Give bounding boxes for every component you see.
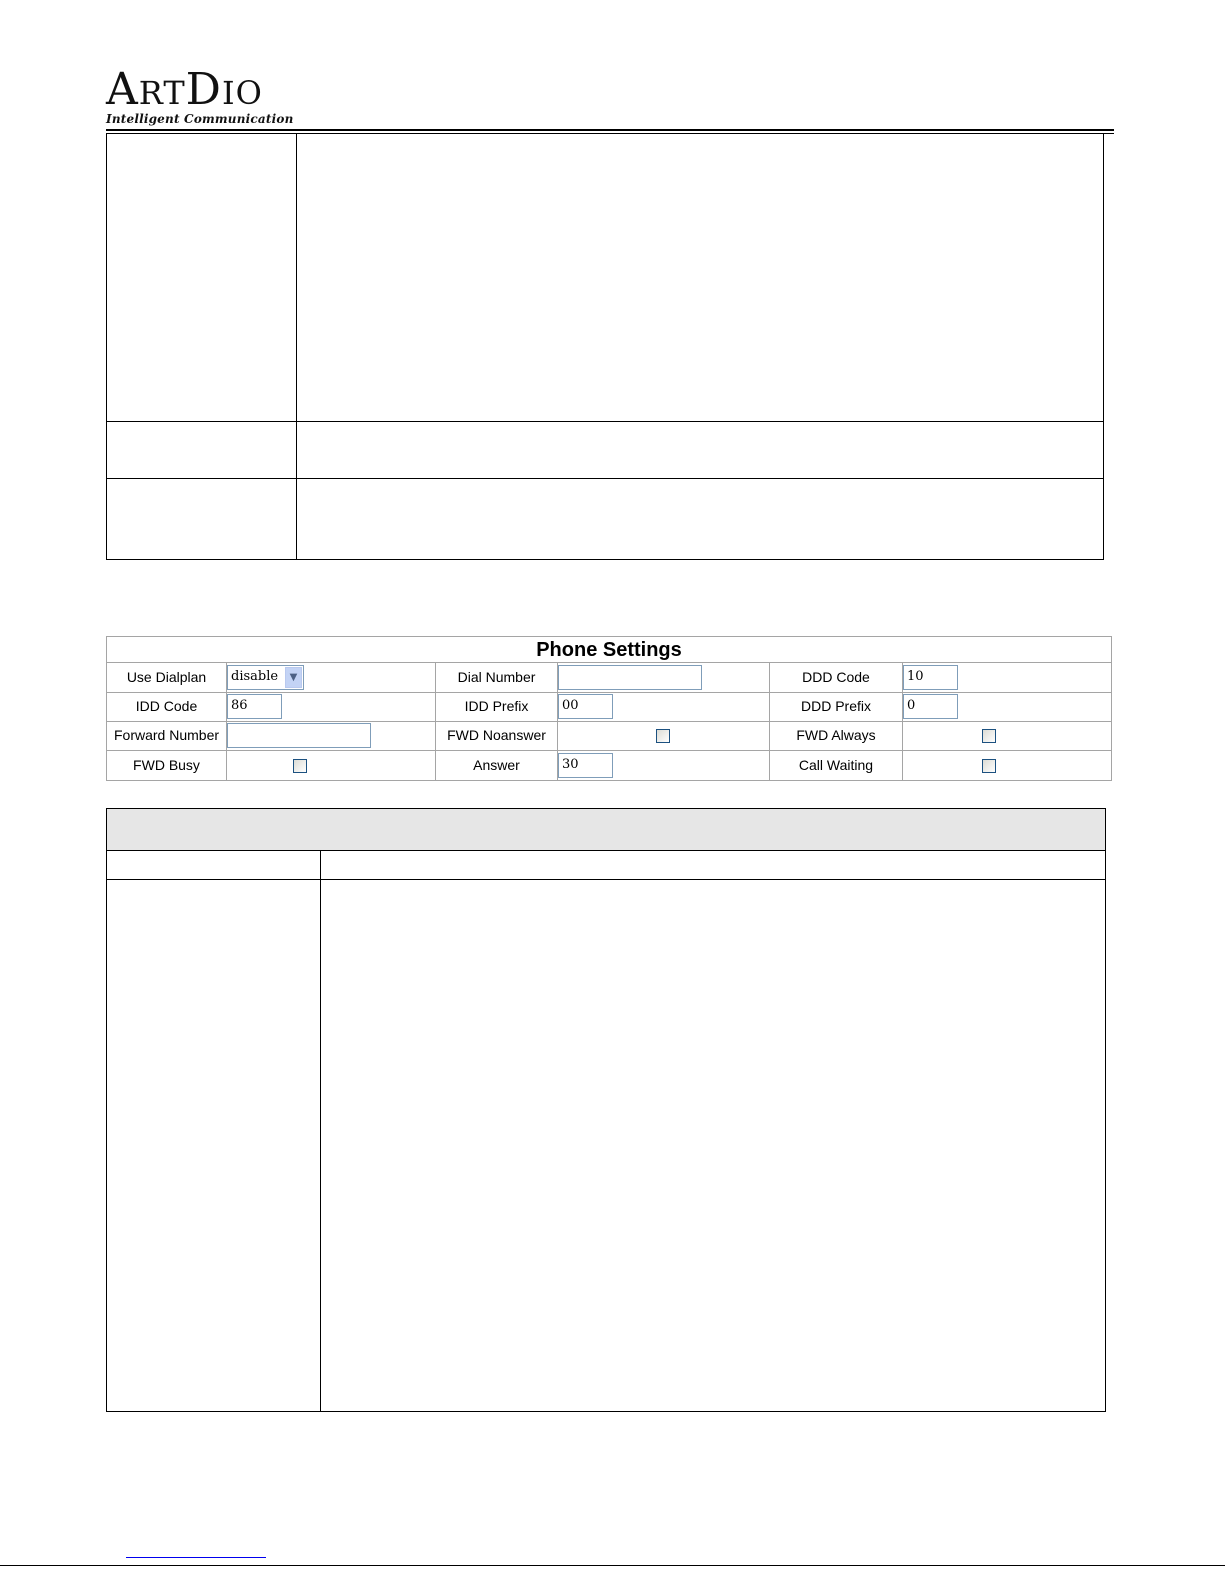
table-row — [107, 478, 1103, 560]
answer-input[interactable]: 30 — [558, 753, 613, 778]
dial-number-input[interactable] — [558, 665, 702, 690]
lower-description-table — [106, 808, 1106, 1412]
dial-number-label: Dial Number — [457, 669, 536, 685]
ddd-prefix-label: DDD Prefix — [800, 698, 871, 714]
table-column-divider — [320, 851, 321, 1411]
artdio-logo — [106, 64, 294, 128]
grid-line — [107, 692, 1111, 693]
grid-line — [107, 721, 1111, 722]
table-row — [107, 879, 1105, 880]
upper-description-table — [106, 133, 1104, 560]
header-rule — [106, 129, 1114, 131]
call-waiting-checkbox[interactable] — [982, 759, 996, 773]
fwd-busy-checkbox[interactable] — [293, 759, 307, 773]
fwd-always-checkbox[interactable] — [982, 729, 996, 743]
footer-link-underline[interactable] — [126, 1557, 266, 1558]
fwd-busy-label: FWD Busy — [133, 757, 200, 773]
use-dialplan-label: Use Dialplan — [126, 669, 207, 685]
call-waiting-label: Call Waiting — [798, 757, 874, 773]
ddd-code-label: DDD Code — [802, 669, 870, 685]
idd-code-label: IDD Code — [135, 698, 198, 714]
fwd-always-label: FWD Always — [796, 727, 876, 743]
forward-number-label: Forward Number — [113, 727, 220, 743]
chevron-down-icon[interactable]: ▼ — [285, 667, 302, 688]
table-header-band — [107, 809, 1105, 851]
panel-title: Phone Settings — [536, 639, 682, 661]
table-row — [107, 134, 1103, 421]
footer-rule — [0, 1565, 1225, 1566]
table-row — [107, 421, 1103, 478]
phone-settings-panel — [106, 636, 1112, 781]
fwd-noanswer-checkbox[interactable] — [656, 729, 670, 743]
forward-number-input[interactable] — [227, 723, 371, 748]
fwd-noanswer-label: FWD Noanswer — [447, 727, 546, 743]
grid-line — [107, 750, 1111, 751]
logo-wordmark: ARTDIO — [106, 64, 263, 115]
ddd-code-input[interactable]: 10 — [903, 665, 958, 690]
use-dialplan-select[interactable] — [227, 665, 304, 690]
idd-prefix-label: IDD Prefix — [464, 698, 529, 714]
idd-code-input[interactable]: 86 — [227, 694, 282, 719]
idd-prefix-input[interactable]: 00 — [558, 694, 613, 719]
ddd-prefix-input[interactable]: 0 — [903, 694, 958, 719]
answer-label: Answer — [473, 757, 520, 773]
use-dialplan-value: disable — [231, 669, 279, 684]
grid-line — [107, 662, 1111, 663]
logo-tagline: Intelligent Communication — [106, 112, 294, 126]
